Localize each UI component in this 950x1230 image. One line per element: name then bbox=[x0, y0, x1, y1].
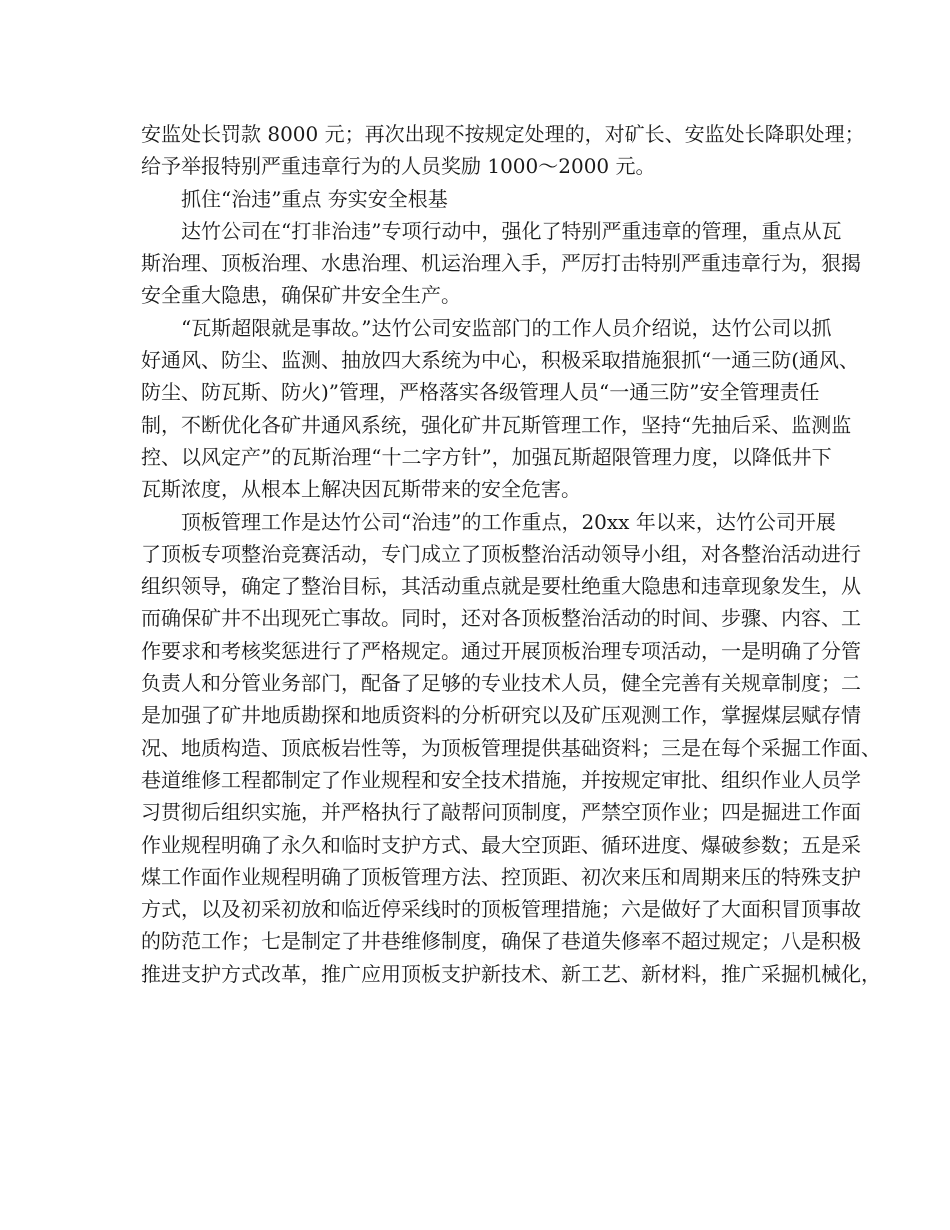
text-line: 负责人和分管业务部门，配备了足够的专业技术人员，健全完善有关规章制度；二 bbox=[141, 671, 861, 696]
text-line: 安全重大隐患，确保矿井安全生产。 bbox=[141, 283, 461, 308]
text-line: 组织领导，确定了整治目标，其活动重点就是要杜绝重大隐患和违章现象发生，从 bbox=[141, 574, 861, 599]
text-line: 作要求和考核奖惩进行了严格规定。通过开展顶板治理专项活动，一是明确了分管 bbox=[141, 638, 861, 663]
text-line: 控、以风定产”的瓦斯治理“十二字方针”，加强瓦斯超限管理力度，以降低井下 bbox=[141, 444, 832, 469]
text-line: 防尘、防瓦斯、防火)”管理，严格落实各级管理人员“一通三防”安全管理责任 bbox=[141, 380, 820, 405]
text-line: 达竹公司在“打非治违”专项行动中，强化了特别严重违章的管理，重点从瓦 bbox=[141, 218, 842, 243]
document-body bbox=[141, 118, 881, 990]
text-line: 顶板管理工作是达竹公司“治违”的工作重点，20xx 年以来，达竹公司开展 bbox=[141, 509, 836, 534]
section-heading: 抓住“治违”重点 夯实安全根基 bbox=[141, 186, 448, 211]
text-line: 巷道维修工程都制定了作业规程和安全技术措施，并按规定审批、组织作业人员学 bbox=[141, 767, 861, 792]
text-line: 煤工作面作业规程明确了顶板管理方法、控顶距、初次来压和周期来压的特殊支护 bbox=[141, 864, 861, 889]
text-line: 了顶板专项整治竞赛活动，专门成立了顶板整治活动领导小组，对各整治活动进行 bbox=[141, 541, 861, 566]
text-line: 作业规程明确了永久和临时支护方式、最大空顶距、循环进度、爆破参数；五是采 bbox=[141, 832, 861, 857]
text-line: 安监处长罚款 8000 元；再次出现不按规定处理的，对矿长、安监处长降职处理； bbox=[141, 122, 865, 146]
text-line: 是加强了矿井地质勘探和地质资料的分析研究以及矿压观测工作，掌握煤层赋存情 bbox=[141, 703, 861, 728]
text-line: 的防范工作；七是制定了井巷维修制度，确保了巷道失修率不超过规定；八是积极 bbox=[141, 929, 861, 954]
text-line: 推进支护方式改革，推广应用顶板支护新技术、新工艺、新材料，推广采掘机械化， bbox=[141, 961, 881, 986]
text-line: 方式，以及初采初放和临近停采线时的顶板管理措施；六是做好了大面积冒顶事故 bbox=[141, 897, 861, 922]
text-line: 习贯彻后组织实施，并严格执行了敲帮问顶制度，严禁空顶作业；四是掘进工作面 bbox=[141, 800, 861, 825]
text-line: 而确保矿井不出现死亡事故。同时，还对各顶板整治活动的时间、步骤、内容、工 bbox=[141, 606, 861, 631]
text-line: 瓦斯浓度，从根本上解决因瓦斯带来的安全危害。 bbox=[141, 477, 581, 502]
text-line: 给予举报特别严重违章行为的人员奖励 1000～2000 元。 bbox=[141, 154, 656, 179]
text-line: 制，不断优化各矿井通风系统，强化矿井瓦斯管理工作，坚持“先抽后采、监测监 bbox=[141, 412, 852, 437]
text-line: 斯治理、顶板治理、水患治理、机运治理入手，严厉打击特别严重违章行为，狠揭 bbox=[141, 251, 861, 276]
text-line: 好通风、防尘、监测、抽放四大系统为中心，积极采取措施狠抓“一通三防(通风、 bbox=[141, 348, 860, 373]
text-line: 况、地质构造、顶底板岩性等，为顶板管理提供基础资料；三是在每个采掘工作面、 bbox=[141, 735, 881, 760]
text-line: “瓦斯超限就是事故。”达竹公司安监部门的工作人员介绍说，达竹公司以抓 bbox=[141, 315, 832, 340]
